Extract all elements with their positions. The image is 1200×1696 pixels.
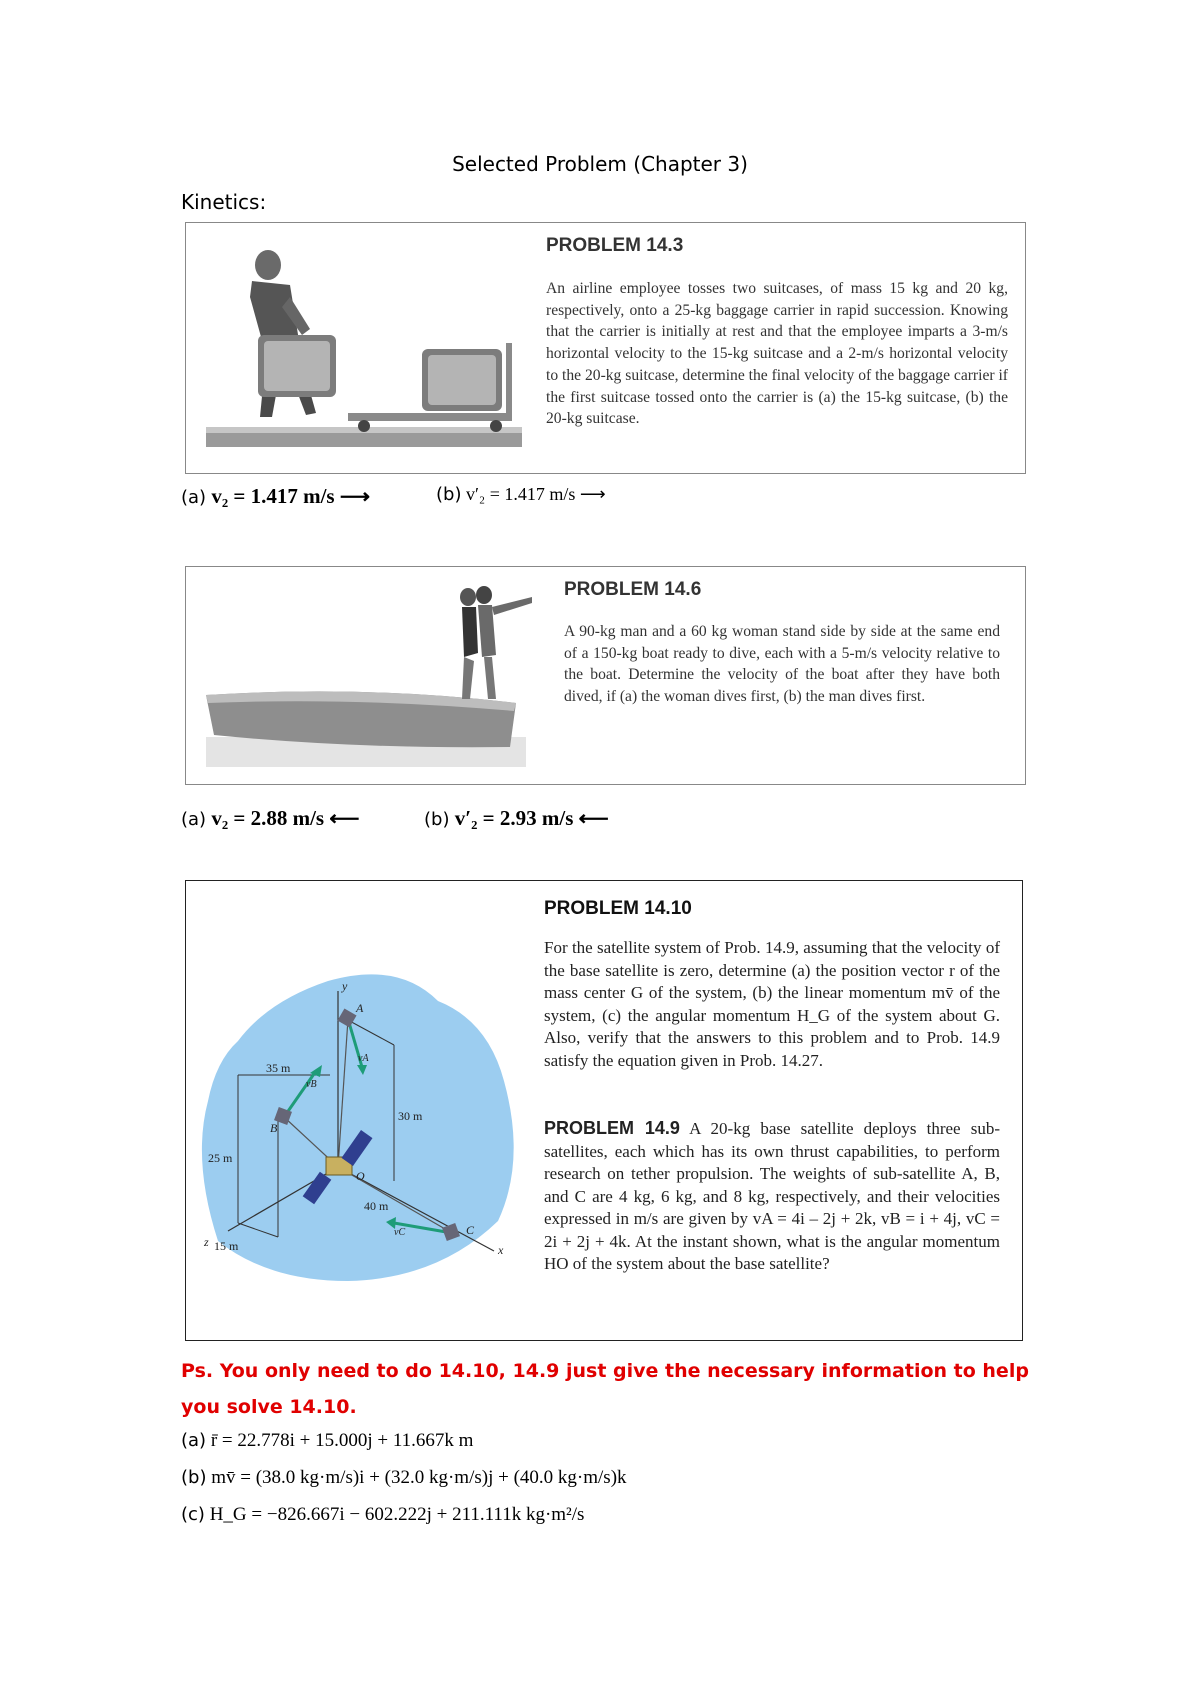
sub-problem-text: A 20-kg base satellite deploys three sub-satellites, each which has its own thrust capabilities, to perform research on tether propulsion. The weights of sub-satellite A, B, and C are 4 kg, 6 kg, and 8 kg, respectively, and their velocities expressed in m/s are given by vA = 4i – 2j + 2k, vB = i + 4j, vC = 2i + 2j + 4k. At the instant shown, what is the angular momentum HO of the system about the base satellite? [544,1119,1000,1273]
problem-heading: PROBLEM 14.3 [546,235,684,256]
answer-value: r̄ = 22.778i + 15.000j + 11.667k m [210,1430,474,1451]
point-label-b: B [270,1121,278,1135]
problem-statement: For the satellite system of Prob. 14.9, assuming that the velocity of the base satellite is zero, determine (a) the position vector r of the mass center G of the system, (b) the linear momentum mv̄ of the system, (c) the angular momentum H_G of the system about G. Also, verify that the answers to this problem and to Prob. 14.9 satisfy the equation given in Prob. 14.27. [544,938,1000,1070]
problem-heading: PROBLEM 14.6 [564,579,702,600]
problem-heading: PROBLEM 14.10 [544,898,692,919]
answer-value: v₂ = 2.88 m/s ⟵ [211,806,360,830]
answer-label: (b) [436,484,462,505]
answer-value: H_G = −826.667i − 602.222j + 211.111k kg·m²/s [209,1504,585,1525]
axis-label-z: z [204,1235,209,1249]
answer-a-14-10 [181,1430,473,1452]
dimension-35m: 35 m [266,1061,291,1075]
velocity-label-c: vC [394,1227,406,1238]
dimension-15m: 15 m [214,1239,239,1253]
answer-value: mv̄ = (38.0 kg·m/s)i + (32.0 kg·m/s)j + (40.0 kg·m/s)k [211,1467,627,1488]
problem-statement: A 90-kg man and a 60 kg woman stand side by side at the same end of a 150-kg boat ready to dive, each with a 5-m/s velocity relative to the boat. Determine the velocity of the boat after they have both dived, if (a) the woman dives first, (b) the man dives first. [564,623,1000,706]
problem-14-10-box [185,880,1023,1341]
answer-value: v′₂ = 1.417 m/s ⟶ [465,484,606,504]
axis-label-x: x [498,1243,504,1257]
axis-label-y: y [342,979,348,993]
section-heading: Kinetics: [181,190,267,214]
answer-b-14-10 [181,1467,627,1489]
boat-divers-figure [206,577,536,777]
note-text: Ps. You only need to do 14.10, 14.9 just give the necessary information to help you solve 14.10. [181,1360,1029,1418]
point-label-a: A [356,1001,364,1015]
answer-value: v′₂ = 2.93 m/s ⟵ [454,806,609,830]
answer-a-14-3 [181,484,370,509]
answer-value: v₂ = 1.417 m/s ⟶ [211,484,370,508]
answer-label: (a) [181,1430,207,1451]
point-label-o: O [356,1169,365,1183]
dimension-30m: 30 m [398,1109,423,1123]
answer-label: (a) [181,809,207,830]
problem-14-6-box [185,566,1026,785]
velocity-label-b: vB [306,1079,317,1090]
point-label-c: C [466,1223,475,1237]
problem-14-3-box [185,222,1026,474]
answer-label: (a) [181,487,207,508]
answer-b-14-3 [436,484,606,505]
document-title: Selected Problem (Chapter 3) [452,152,748,176]
answer-label: (c) [181,1504,205,1525]
problem-statement: An airline employee tosses two suitcases, of mass 15 kg and 20 kg, respectively, onto a 25-kg baggage carrier in rapid succession. Knowing that the carrier is initially at rest and that the employee imparts a 3-m/s horizontal velocity to the 15-kg suitcase and a 2-m/s horizontal velocity to the 20-kg suitcase, determine the final velocity of the baggage carrier if the first suitcase tossed onto the carrier is (a) the 15-kg suitcase, (b) the 20-kg suitcase. [546,280,1008,428]
baggage-carrier-figure [206,237,526,467]
figure-labels [198,961,528,1291]
velocity-label-a: vA [358,1053,369,1064]
problem-14-9-statement [544,1117,1000,1276]
answer-c-14-10 [181,1504,584,1526]
sub-problem-heading: PROBLEM 14.9 [544,1118,680,1138]
answer-a-14-6 [181,806,359,831]
dimension-25m: 25 m [208,1151,233,1165]
answer-label: (b) [181,1467,207,1488]
dimension-40m: 40 m [364,1199,389,1213]
answer-label: (b) [424,809,450,830]
answer-b-14-6 [424,806,609,831]
